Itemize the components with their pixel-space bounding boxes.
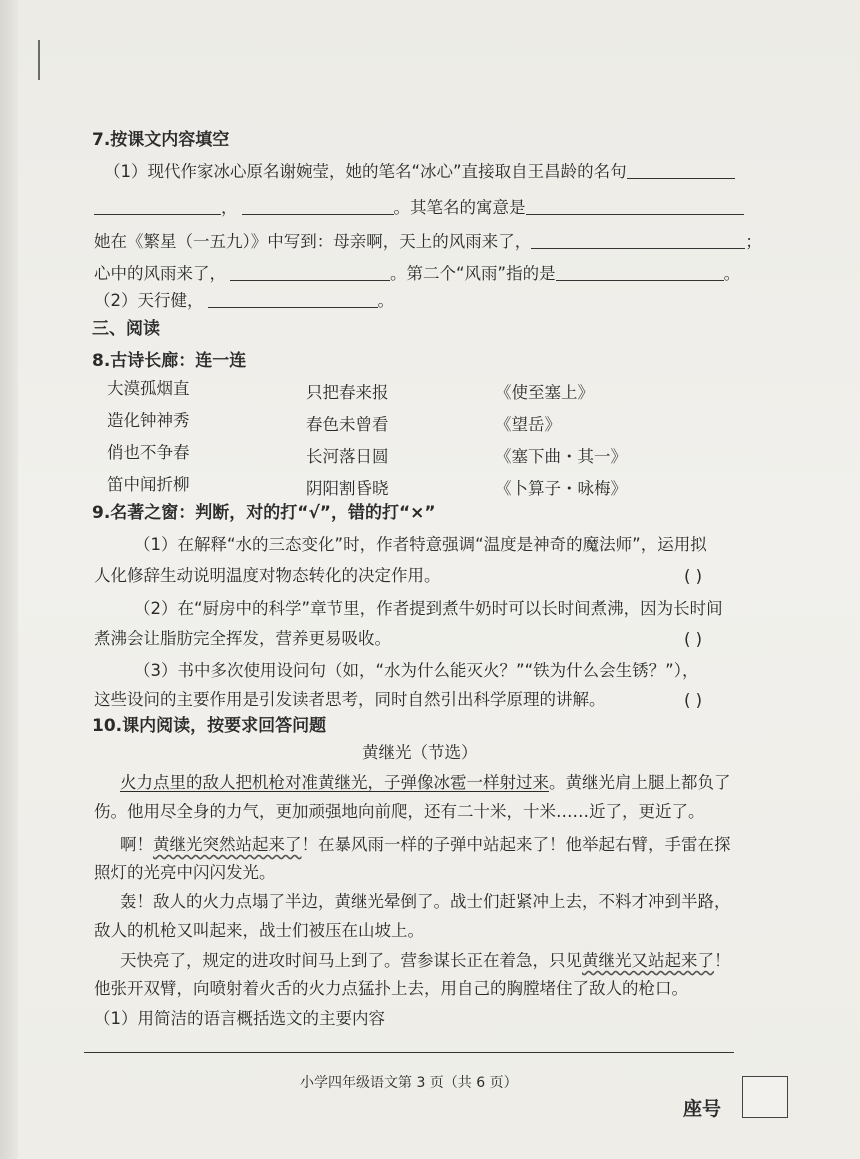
poem-title[interactable]: 《卜算子・咏梅》 — [495, 479, 627, 498]
judgment-answer-box[interactable]: ( ) — [684, 567, 703, 586]
poem-column-first-lines — [107, 378, 190, 506]
q7-p2-text: （2）天行健， — [94, 291, 204, 310]
answer-blank[interactable] — [94, 196, 221, 215]
judgment-answer-box[interactable]: ( ) — [684, 630, 703, 649]
passage-para3-line2: 敌人的机枪又叫起来，战士们被压在山坡上。 — [94, 921, 424, 940]
answer-line[interactable] — [84, 1052, 734, 1053]
passage-text: 啊！ — [120, 835, 153, 854]
poem-line[interactable]: 阴阳割昏晓 — [306, 479, 389, 498]
wavy-underlined-sentence: 黄继光突然站起来了 — [153, 835, 302, 854]
q7-meaning-label: 。其笔名的寓意是 — [393, 198, 526, 217]
underlined-sentence: 火力点里的敌人把机枪对准黄继光，子弹像冰雹一样射过来 — [120, 773, 549, 792]
q9-item2-line2: 煮沸会让脂肪完全挥发，营养更易吸收。 — [94, 629, 391, 648]
q9-item1-line1: （1）在解释“水的三态变化”时，作者特意强调“温度是神奇的魔法师”，运用拟 — [134, 535, 707, 554]
poem-column-titles — [495, 382, 627, 510]
poem-column-second-lines — [306, 382, 389, 510]
passage-text: 天快亮了，规定的进攻时间马上到了。营参谋长正在着急，只见 — [120, 951, 582, 970]
q8-heading: 8.古诗长廊：连一连 — [92, 351, 247, 371]
semicolon-text: ； — [745, 232, 762, 251]
q9-item3-line1: （3）书中多次使用设问句（如，“水为什么能灭火？”“铁为什么会生锈？”）， — [134, 661, 699, 680]
poem-line[interactable]: 只把春来报 — [306, 383, 389, 402]
judgment-answer-box[interactable]: ( ) — [684, 691, 703, 710]
poem-title[interactable]: 《望岳》 — [495, 415, 561, 434]
passage-para2-line2: 照灯的光亮中闪闪发光。 — [94, 863, 276, 882]
poem-line[interactable]: 大漠孤烟直 — [107, 379, 190, 398]
q9-item2-line1: （2）在“厨房中的科学”章节里，作者提到煮牛奶时可以长时间煮沸，因为长时间 — [134, 599, 723, 618]
passage-para1-line1 — [120, 772, 731, 794]
poem-line[interactable]: 俏也不争春 — [107, 443, 190, 462]
answer-blank[interactable] — [242, 196, 394, 215]
sheet-edge — [0, 0, 18, 1159]
poem-line[interactable]: 造化钟神秀 — [107, 411, 190, 430]
passage-para4-line1 — [120, 950, 731, 972]
q7-p1-line4 — [94, 262, 740, 285]
answer-blank[interactable] — [526, 196, 744, 215]
q7-heading: 7.按课文内容填空 — [92, 130, 230, 150]
answer-blank[interactable] — [208, 289, 378, 308]
passage-text: ！在暴风雨一样的子弹中站起来了！他举起右臂，手雷在探 — [301, 835, 731, 854]
q7-heart-text: 心中的风雨来了， — [94, 264, 226, 283]
separator-text: ， — [221, 198, 238, 217]
passage-para2-line1 — [120, 834, 731, 856]
poem-line[interactable]: 笛中闻折柳 — [107, 475, 190, 494]
q7-p1-line1 — [104, 160, 735, 183]
poem-title[interactable]: 《塞下曲・其一》 — [495, 447, 627, 466]
passage-title: 黄继光（节选） — [362, 743, 478, 762]
fold-mark — [38, 40, 40, 80]
q9-item1-line2: 人化修辞生动说明温度对物态转化的决定作用。 — [94, 566, 441, 585]
q7-p1-line3 — [94, 230, 762, 253]
q10-sub1: （1）用简洁的语言概括选文的主要内容 — [94, 1009, 385, 1028]
passage-text: ！ — [714, 951, 731, 970]
answer-blank[interactable] — [531, 230, 745, 249]
answer-blank[interactable] — [230, 262, 390, 281]
passage-para4-line2: 他张开双臂，向喷射着火舌的火力点猛扑上去，用自己的胸膛堵住了敌人的枪口。 — [94, 979, 688, 998]
passage-text: 。黄继光肩上腿上都负了 — [549, 773, 731, 792]
page-number: 小学四年级语文第 3 页（共 6 页） — [300, 1075, 518, 1091]
q7-p1-text: （1）现代作家冰心原名谢婉莹，她的笔名“冰心”直接取自王昌龄的名句 — [104, 162, 627, 181]
poem-line[interactable]: 春色未曾看 — [306, 415, 389, 434]
q7-second-fengyu-text: 。第二个“风雨”指的是 — [390, 264, 556, 283]
q7-p1-line2 — [94, 196, 744, 219]
seat-number-box[interactable] — [742, 1076, 788, 1118]
poem-title[interactable]: 《使至塞上》 — [495, 383, 594, 402]
answer-blank[interactable] — [627, 160, 735, 179]
q7-poem-text: 她在《繁星（一五九）》中写到：母亲啊，天上的风雨来了， — [94, 232, 532, 251]
period-text: 。 — [723, 264, 741, 283]
period-text: 。 — [377, 291, 394, 310]
answer-blank[interactable] — [556, 262, 724, 281]
q7-p2-line — [94, 289, 394, 312]
seat-number-label: 座号 — [683, 1098, 722, 1120]
q9-item3-line2: 这些设问的主要作用是引发读者思考，同时自然引出科学原理的讲解。 — [94, 690, 606, 709]
section-reading-heading: 三、阅读 — [92, 319, 160, 339]
wavy-underlined-sentence: 黄继光又站起来了 — [582, 951, 714, 970]
passage-para3-line1: 轰！敌人的火力点塌了半边，黄继光晕倒了。战士们赶紧冲上去，不料才冲到半路， — [120, 892, 731, 911]
q9-heading: 9.名著之窗：判断，对的打“√”，错的打“×” — [92, 503, 436, 523]
q10-heading: 10.课内阅读，按要求回答问题 — [92, 716, 327, 736]
poem-line[interactable]: 长河落日圆 — [306, 447, 389, 466]
passage-para1-line2: 伤。他用尽全身的力气，更加顽强地向前爬，还有二十米，十米……近了，更近了。 — [94, 802, 705, 821]
